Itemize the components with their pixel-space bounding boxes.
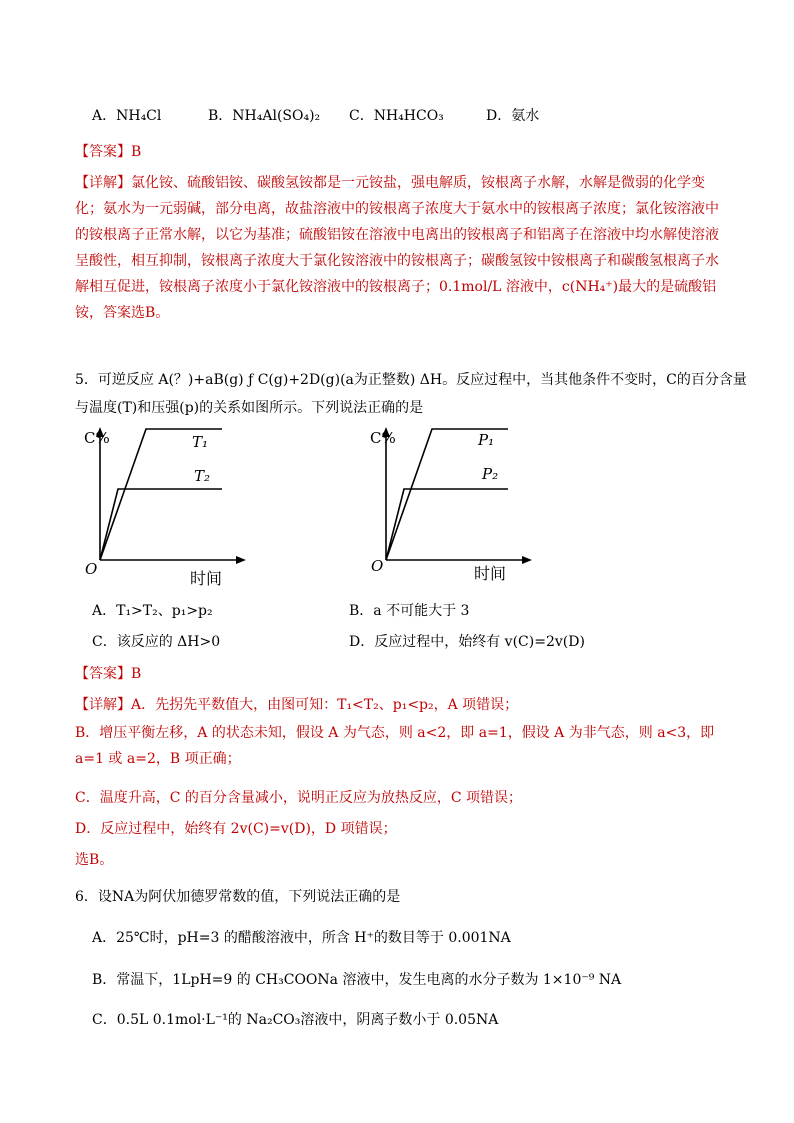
q5-stem-line1: 5．可逆反应 A(？)+aB(g) ƒ C(g)+2D(g)(a为正整数) ΔH。反应过程中，当其他条件不变时，C的百分含量 [75,372,747,388]
q5-option-d: D．反应过程中，始终有 v(C)=2v(D) [349,634,585,650]
q4-detail: 【详解】氯化铵、硫酸铝铵、碳酸氢铵都是一元铵盐，强电解质，铵根离子水解，水解是微弱的化学变化；氨水为一元弱碱，部分电离，故盐溶液中的铵根离子浓度大于氨水中的铵根离子浓度；氯化铵溶液中的铵根离子正常水解，以它为基准；硫酸铝铵在溶液中电离出的铵根离子和铝离子在溶液中均水解使溶液呈酸性，相互抑制，铵根离子浓度大于氯化铵溶液中的铵根离子；碳酸氢铵中铵根离子和碳酸氢根离子水解相互促进，铵根离子浓度小于氯化铵溶液中的铵根离子；0.1mol/L 溶液中，c(NH₄⁺)最大的是硫酸铝铵，答案选B。 [75,175,719,321]
x-axis-arrow [522,556,532,564]
q6-option-c: C．0.5L 0.1mol·L⁻¹的 Na₂CO₃溶液中，阴离子数小于 0.05NA [92,1012,499,1028]
q4-option-d: D．氨水 [486,108,540,124]
q4-option-c: C．NH₄HCO₃ [349,108,444,124]
q6-stem: 6．设NA为阿伏加德罗常数的值，下列说法正确的是 [75,889,401,905]
q5-detail-d: D．反应过程中，始终有 2v(C)=v(D)，D 项错误； [75,821,397,837]
label-t2: T₂ [194,467,211,485]
q6-option-a: A．25℃时，pH=3 的醋酸溶液中，所含 H⁺的数目等于 0.001NA [92,930,511,946]
q4-option-a: A．NH₄Cl [92,108,162,124]
curve-p2 [386,489,508,560]
q5-detail-a: 【详解】A．先拐先平数值大，由图可知：T₁<T₂、p₁<p₂，A 项错误； [75,697,519,713]
q5-stem-line2: 与温度(T)和压强(p)的关系如图所示。下列说法正确的是 [75,400,424,416]
label-p1: P₁ [478,431,495,449]
q5-option-a: A．T₁>T₂、p₁>p₂ [92,603,213,619]
q5-detail-c: C．温度升高，C 的百分含量减小，说明正反应为放热反应，C 项错误； [75,790,523,806]
y-axis-label: C% [370,429,396,447]
origin-label: O [85,560,98,578]
q4-option-b: B．NH₄Al(SO₄)₂ [208,108,321,124]
q5-conclusion: 选B。 [75,852,114,868]
q5-option-b: B．a 不可能大于 3 [349,603,470,619]
label-p2: P₂ [482,465,499,483]
pressure-graph [366,425,546,590]
label-t1: T₁ [192,433,209,451]
temperature-graph [80,425,260,590]
x-axis-label: 时间 [190,569,223,588]
x-axis-arrow [236,556,246,564]
origin-label: O [371,557,384,575]
q5-option-c: C．该反应的 ΔH>0 [92,634,221,650]
y-axis-label: C% [84,429,110,447]
curve-t2 [100,489,222,560]
q4-answer: 【答案】B [75,144,142,160]
q5-detail-b: B．增压平衡左移，A 的状态未知，假设 A 为气态，则 a<2，即 a=1，假设 A 为非气态，则 a<3，即 a=1 或 a=2，B 项正确； [75,725,715,767]
q5-answer: 【答案】B [75,666,142,682]
q6-option-b: B．常温下，1LpH=9 的 CH₃COONa 溶液中，发生电离的水分子数为 1×10⁻⁹ NA [92,972,622,988]
x-axis-label: 时间 [474,564,507,583]
